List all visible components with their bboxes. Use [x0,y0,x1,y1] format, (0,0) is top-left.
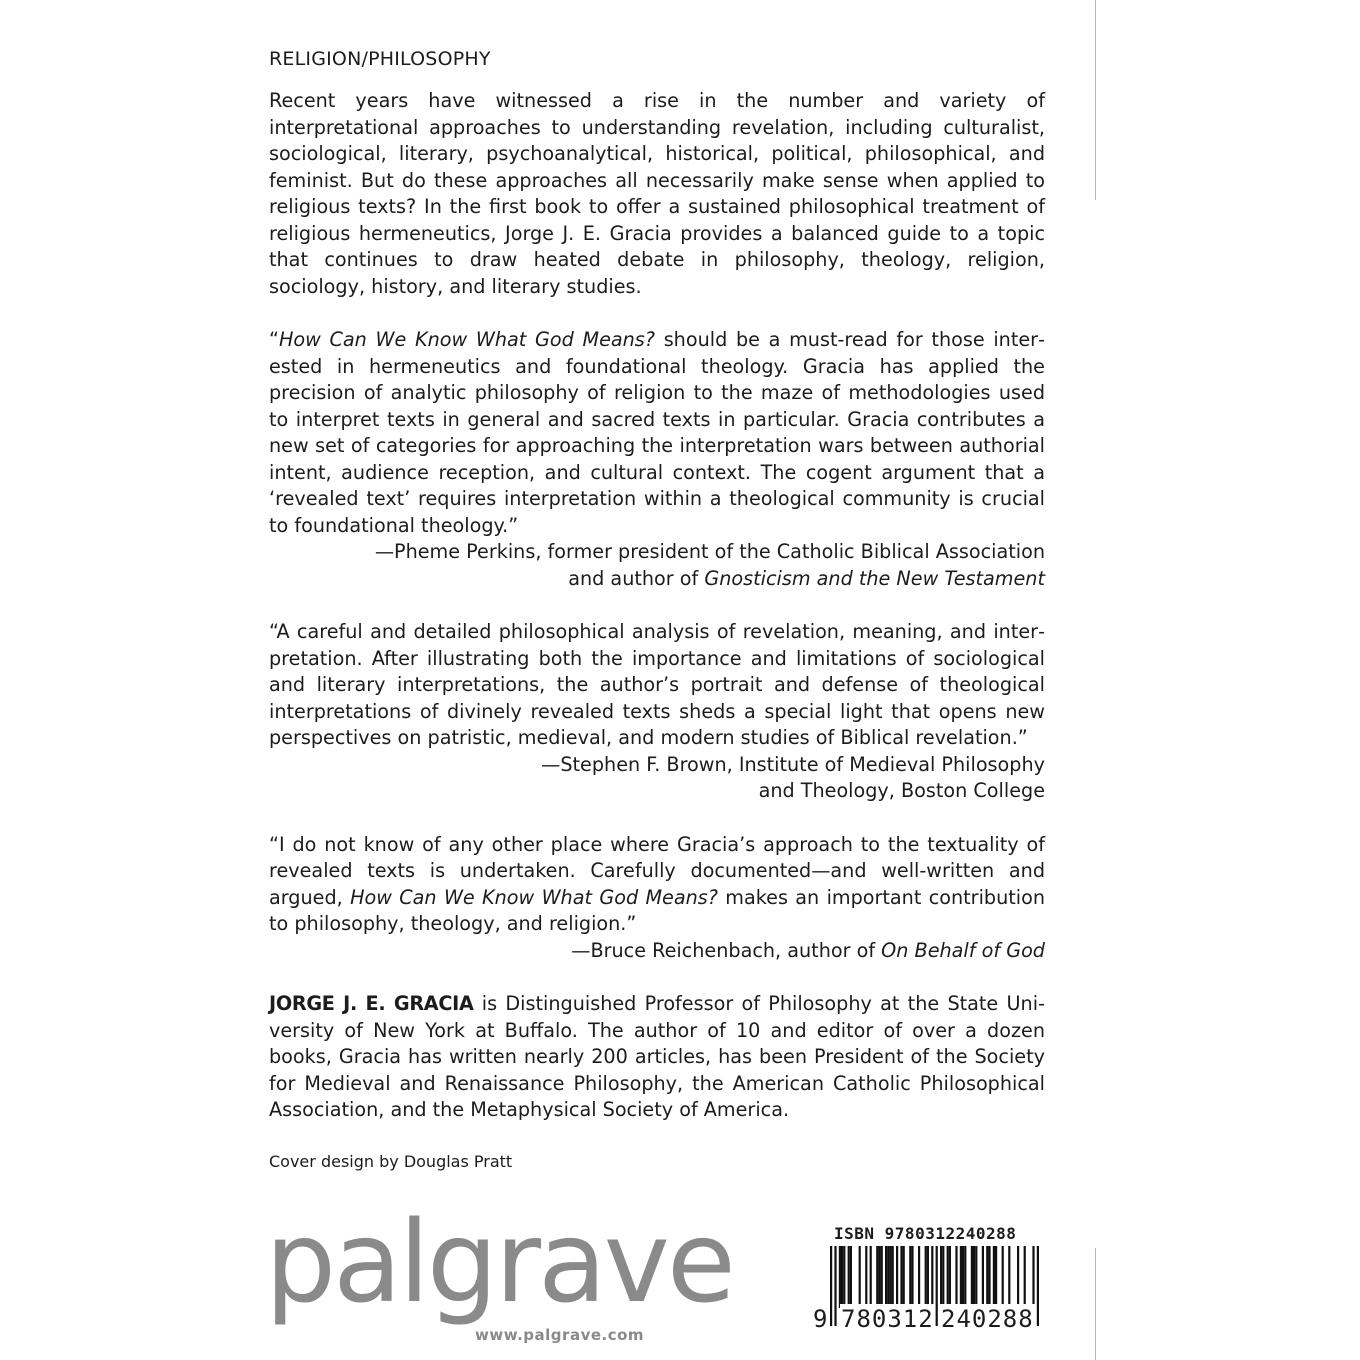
barcode-bar [960,1246,962,1308]
attribution-reichenbach: —Bruce Reichenbach, author of On Behalf of God [571,938,1045,962]
spine-fold-line [1095,0,1096,200]
isbn-barcode [812,1224,1048,1336]
barcode-bar [889,1246,891,1308]
barcode-bar [955,1246,957,1308]
barcode-bar [885,1246,887,1308]
isbn-label: ISBN 9780312240288 [834,1224,1017,1243]
barcode-bar [918,1246,920,1308]
author-bio: JORGE J. E. GRACIA is Distinguished Professor of Philosophy at the State University of New York at Buffalo. The author of 10 and editor of over a dozen books, Gracia has written nearly 200 articles, has been President of the Society for Medieval and Renaissance Philosophy, the American Catholic Philosophical Association, and the Metaphysical Society of America. [269,992,1045,1121]
blurb-reichenbach: “I do not know of any other place where Gracia’s approach to the textuality of revealed texts is undertaken. Carefully documented—and well-written and argued, How Can We Know What God Means? makes an important contribution to philosophy, theology, and religion.” [269,832,1045,935]
barcode-bar [993,1246,995,1308]
cover-credit: Cover design by Douglas Pratt [269,1151,513,1171]
barcode-bar [947,1246,949,1308]
book-title: How Can We Know What God Means? [350,885,718,909]
barcode-bar [1002,1246,1004,1308]
barcode-bar [878,1246,880,1308]
barcode-bar [896,1246,898,1308]
barcode-digits-left: 780312 [841,1305,934,1333]
barcode-bar [949,1246,951,1308]
barcode-bar [903,1246,905,1308]
barcode-bar [909,1246,911,1308]
barcode-bar [971,1246,973,1308]
barcode-bar [850,1246,852,1308]
barcode-bar [881,1246,883,1308]
barcode-bar [1037,1246,1039,1326]
barcode-digits-right: 240288 [941,1305,1034,1333]
barcode-bar [962,1246,964,1308]
attribution-brown: —Stephen F. Brown, Institute of Medieval Philosophy and Theology, Boston College [541,752,1045,802]
barcode-bar [848,1246,850,1308]
barcode-bar [834,1246,836,1326]
barcode-bar [964,1246,966,1308]
blurb-perkins: “How Can We Know What God Means? should be a must-read for those interested in hermeneutics and foundational theology. Gracia has applied the precision of analytic philosophy of religion to the maze of methodologies used to interpret texts in general and sacred texts in particular. Gracia contributes a new set of categories for approaching the interpretation wars between authorial intent, audience reception, and cultural context. The cogent argument that a ‘revealed text’ requires interpretation within a theological community is crucial to foundational theology.” [269,328,1045,537]
barcode-bar [982,1246,984,1308]
barcode-bar [927,1246,929,1308]
barcode-bar [1008,1246,1010,1308]
publisher-logo [265,1198,733,1344]
barcode-bar [942,1246,944,1308]
blurb-brown: “A careful and detailed philosophical analysis of revelation, meaning, and interpretation. After illustrating both the importance and limitations of sociological and literary interpretations, the author’s portrait and defense of theological interpretations of divinely revealed texts sheds a special light that opens new perspectives on patristic, medieval, and modern studies of Biblical revelation.” [269,620,1045,749]
spine-fold-line [1095,1248,1096,1360]
barcode-bar [986,1246,988,1308]
barcode-bar [988,1246,990,1308]
barcode-bar [1017,1246,1019,1308]
book-title: How Can We Know What God Means? [278,328,655,351]
author-name: JORGE J. E. GRACIA [269,992,474,1015]
back-cover-text [269,46,1045,1173]
barcode-bar [859,1246,861,1308]
barcode-bar [892,1246,894,1308]
barcode-bar [925,1246,927,1308]
barcode-bar [865,1246,867,1308]
barcode-bar [830,1246,832,1326]
publisher-url: www.palgrave.com [475,1326,645,1344]
barcode-bar [975,1246,977,1308]
palgrave-wordmark: palgrave [265,1198,733,1328]
barcode-bar [870,1246,872,1308]
attribution-perkins: —Pheme Perkins, former president of the Catholic Biblical Association and author of Gnosticism and the New Testament [374,540,1045,590]
barcode-bar [900,1246,902,1308]
barcode-bar [876,1246,878,1308]
barcode-bar [841,1246,843,1308]
barcode-bar [911,1246,913,1308]
barcode-bar [940,1246,942,1308]
barcode-bar [936,1246,938,1326]
barcode-bar [1024,1246,1026,1308]
barcode-digit-first: 9 [813,1305,828,1333]
barcode-bar [995,1246,997,1308]
barcode-bar [887,1246,889,1308]
barcode-bar [843,1246,845,1308]
book-description: Recent years have witnessed a rise in the number and variety of interpretational approaches to understanding revelation, including culturalist, sociological, literary, psychoanalytical, historical, political, philosophical, and feminist. But do these approaches all necessarily make sense when applied to religious texts? In the first book to offer a sustained philosophical treatment of religious hermeneutics, Jorge J. E. Gracia provides a balanced guide to a topic that continues to draw heated debate in philosophy, theology, religion, sociology, history, and literary studies. [269,89,1045,298]
category-label: RELIGION/PHILOSOPHY [269,48,491,70]
barcode-bar [973,1246,975,1308]
barcode-bar [839,1246,841,1308]
